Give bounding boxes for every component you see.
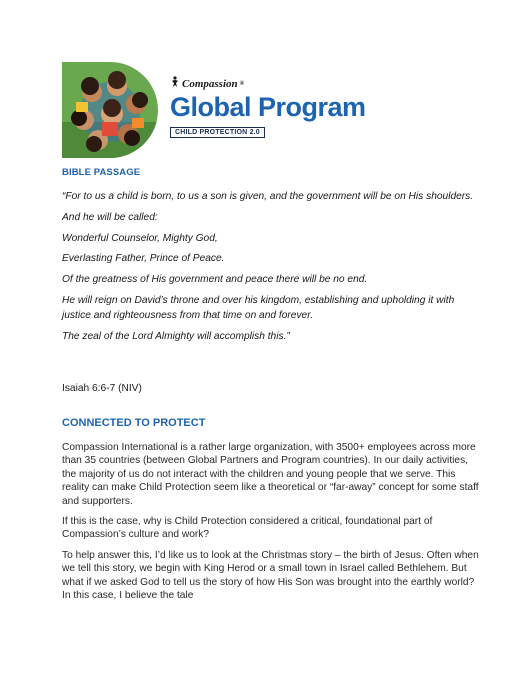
bible-passage-heading: BIBLE PASSAGE [62, 167, 141, 178]
passage-line: “For to us a child is born, to us a son is given, and the government will be on His shoulders. [62, 191, 474, 202]
body-paragraph: If this is the case, why is Child Protection considered a critical, foundational part of Compassion’s culture and work? [62, 516, 433, 541]
program-brand [170, 76, 366, 139]
scripture-reference: Isaiah 6:6-7 (NIV) [62, 383, 142, 394]
compassion-logo [170, 76, 366, 91]
passage-line: He will reign on David’s throne and over his kingdom, establishing and upholding it with justice and righteousness from that time on and forever. [62, 294, 455, 321]
passage-line: The zeal of the Lord Almighty will accomplish this.” [62, 330, 290, 342]
children-photo-image [62, 62, 158, 158]
compassion-figure-icon [170, 76, 180, 91]
compassion-logo-text: Compassion [182, 77, 238, 90]
passage-line: Of the greatness of His government and peace there will be no end. [62, 274, 368, 286]
body-paragraph: Compassion International is a rather large organization, with 3500+ employees across more than 35 countries (between Global Partners and Program countries). In our daily activities, the majority of us do not interact with the children and young people that we serve. This reality can make Child Protection seem like a theoretical or “far-away” concept for some staff and supporters. [62, 442, 479, 507]
program-badge: CHILD PROTECTION 2.0 [170, 127, 265, 138]
passage-line: And he will be called: [62, 211, 158, 223]
children-photo [62, 62, 158, 158]
registered-mark: ® [239, 80, 245, 87]
passage-line: Everlasting Father, Prince of Peace. [62, 253, 225, 265]
connected-heading: CONNECTED TO PROTECT [62, 417, 206, 429]
program-title: Global Program [170, 92, 366, 122]
body-paragraph: To help answer this, I’d like us to look at the Christmas story – the birth of Jesus. Often when we tell this story, we begin with King Herod or a small town in Israel called Bethlehem. But what if we asked God to tell us the story of how His Son was brought into the earthly world? In this case, I believe the tale [62, 549, 479, 602]
connected-body [62, 441, 482, 609]
bible-passage [62, 189, 482, 350]
passage-line: Wonderful Counselor, Mighty God, [62, 232, 218, 244]
